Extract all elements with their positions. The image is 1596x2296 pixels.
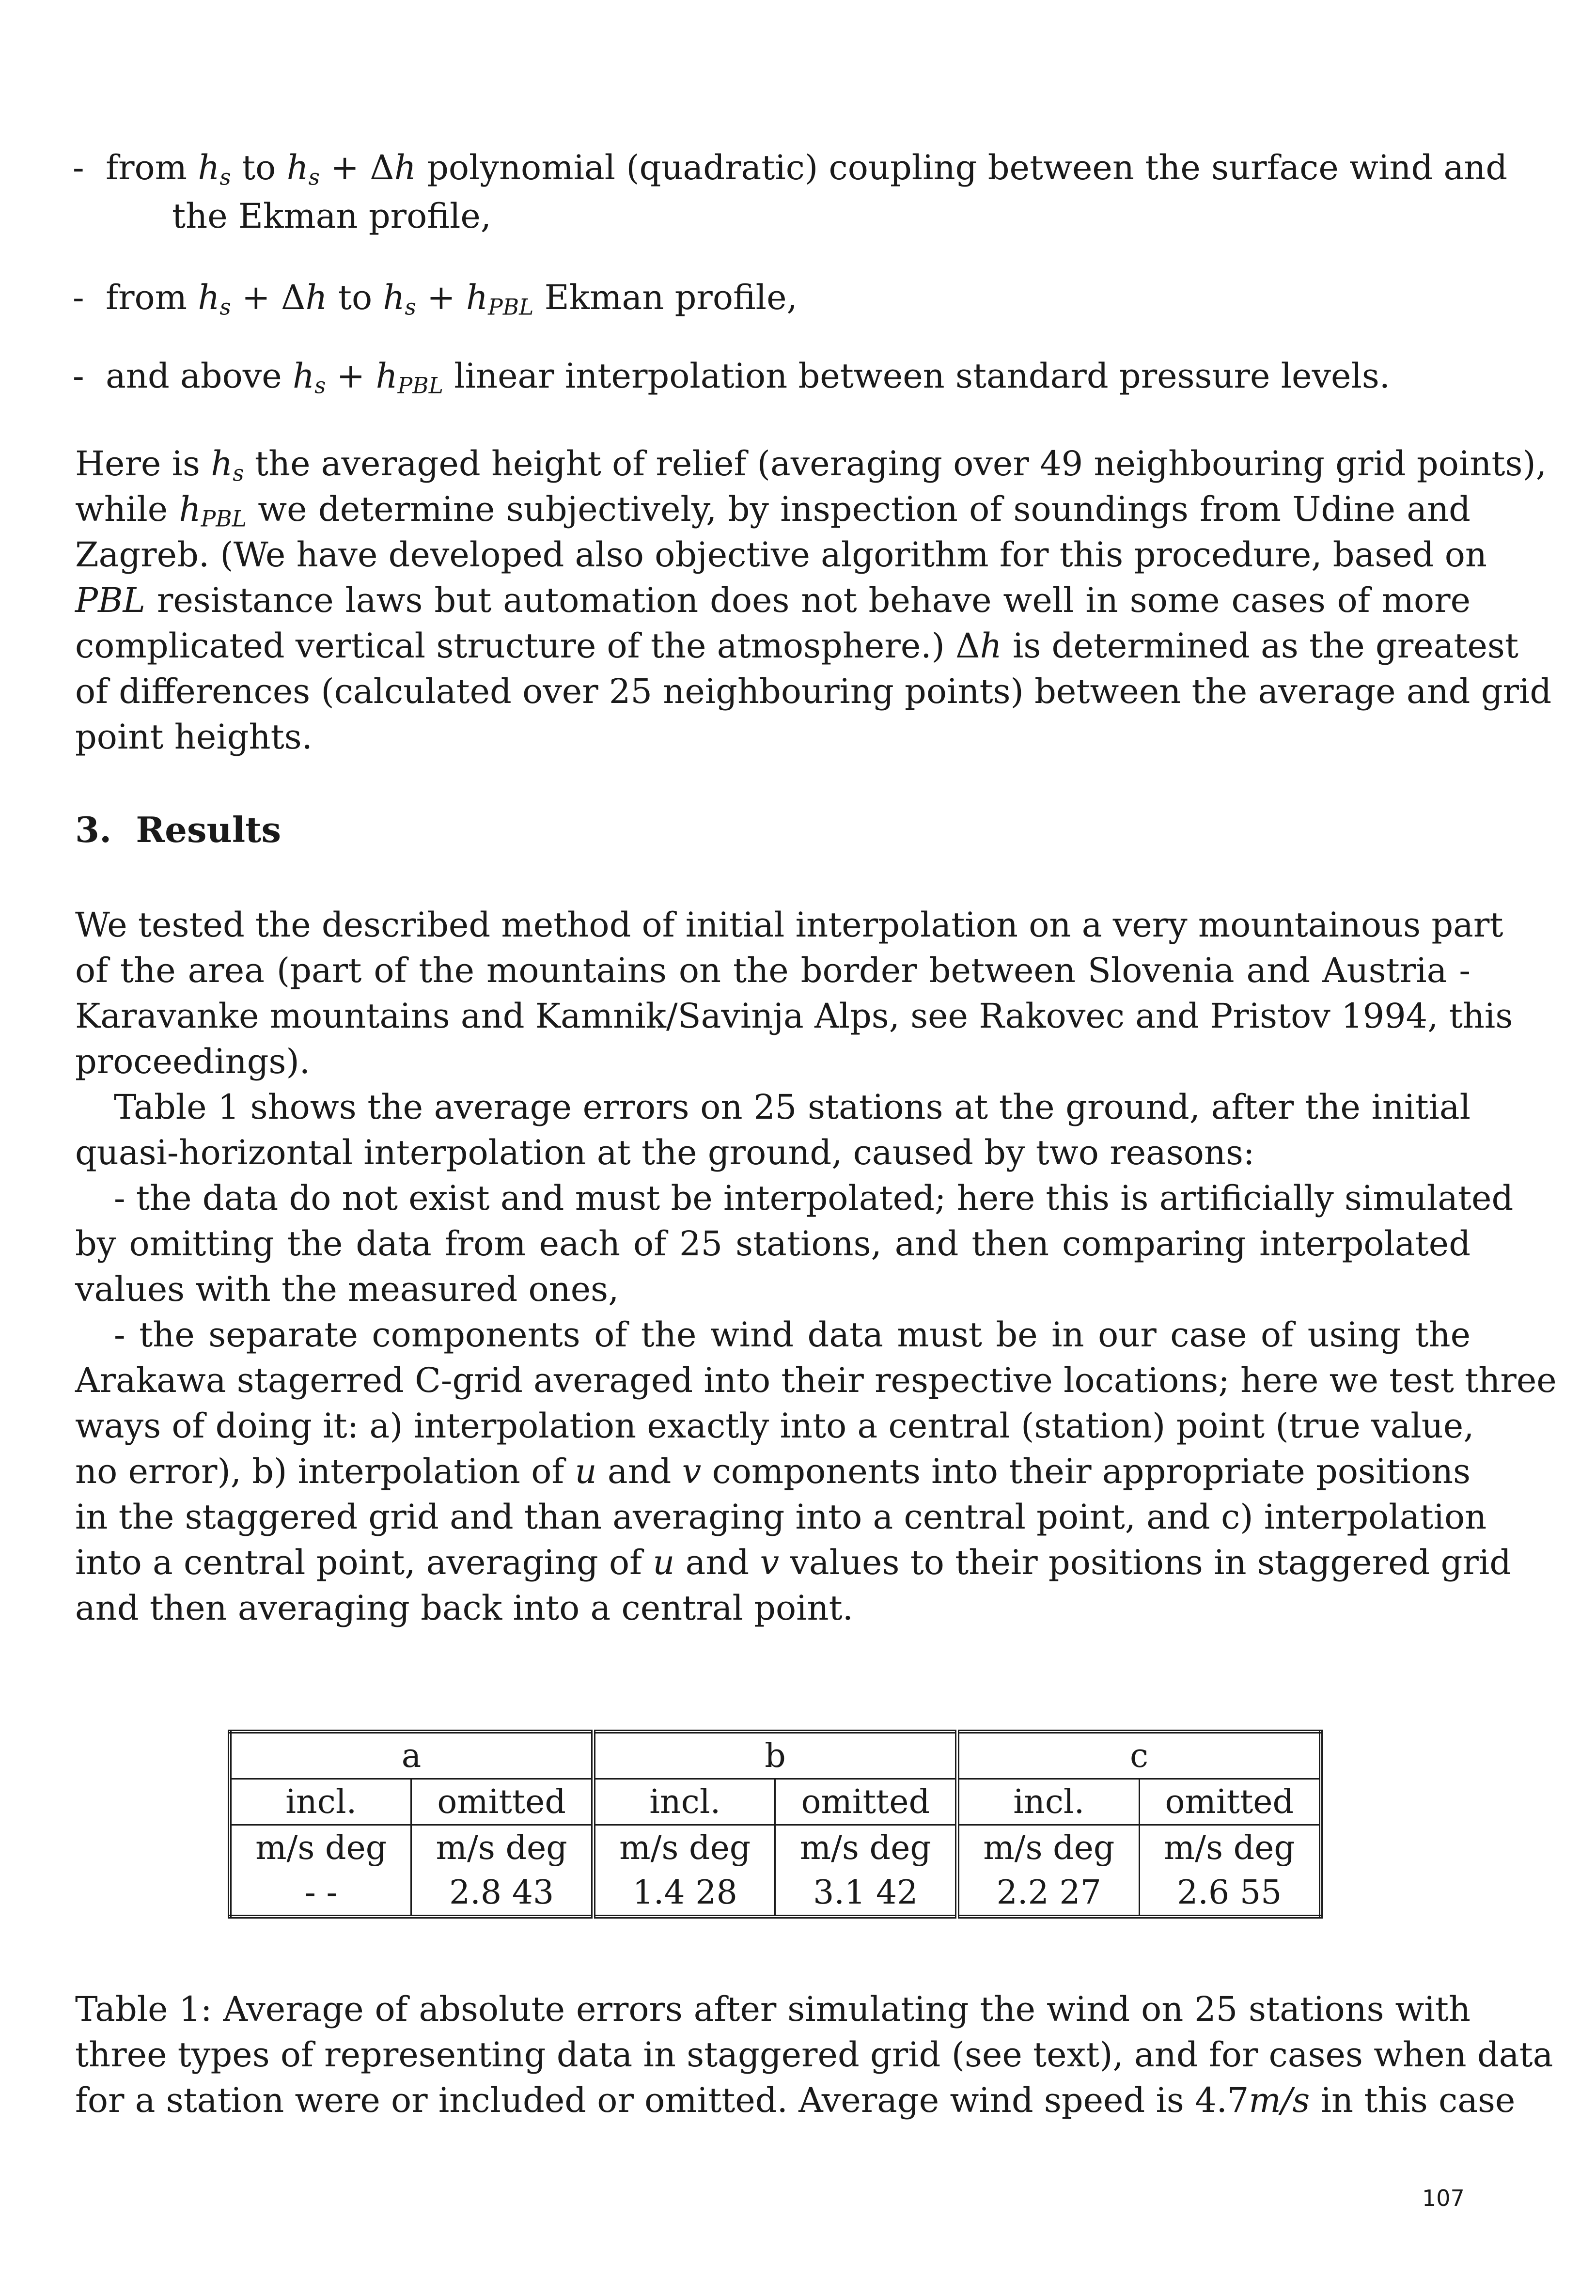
table-unit: m/s deg [957,1825,1140,1871]
table-subheader: incl. [593,1779,775,1825]
section-heading: 3. Results [75,809,281,850]
table-row [230,1779,1321,1825]
table-subheader: incl. [957,1779,1140,1825]
paragraph-relief: Here is $h_s$ the averaged height of relief (averaging over 49 neighbouring grid points), while $h_{PBL}$ we determine subjectively, by inspection of soundings from Udine and Zagreb. (We have developed also objective algorithm for this procedure, based on PBL resistance laws but automation does not behave well in some cases of more complicated vertical structure of the atmosphere.) Δh is determined as the greatest of differences (calculated over 25 neighbouring points) between the average and grid point heights. [75,444,1552,757]
table-value: 3.1 42 [775,1870,957,1917]
paragraph-table-description: Table 1 shows the average errors on 25 stations at the ground, after the initial quasi-horizontal interpolation at the ground, caused by two reasons: - the data do not exist and must be interpolated; here this is artificially simulated by omitting the data from each of 25 stations, and then comparing interpolated values with the measured ones, - the separate components of the wind data must be in our case of using the Arakawa stagerred C-grid averaged into their respective locations; here we test three ways of doing it: a) interpolation exactly into a central (station) point (true value, no error), b) interpolation of u and v components into their appropriate positions in the staggered grid and than averaging into a central point, and c) interpolation into a central point, averaging of u and v values to their positions in staggered grid and then averaging back into a central point. [75,1087,1557,1628]
table-subheader: omitted [411,1779,594,1825]
bullet-3: - and above $h_s + h_{PBL}$ linear interpolation between standard pressure levels. [73,356,1391,399]
table-value: 1.4 28 [593,1870,775,1917]
table-row [230,1825,1321,1871]
table-unit: m/s deg [1139,1825,1321,1871]
table-group-header: a [230,1732,593,1779]
error-table [228,1730,1323,1919]
table-group-header: c [957,1732,1321,1779]
page-number: 107 [1422,2185,1465,2211]
table-unit: m/s deg [775,1825,957,1871]
table-value: 2.2 27 [957,1870,1140,1917]
table-subheader: omitted [1139,1779,1321,1825]
paragraph-test-area: We tested the described method of initial interpolation on a very mountainous part of the area (part of the mountains on the border between Slovenia and Austria - Karavanke mountains and Kamnik/Savinja Alps, see Rakovec and Pristov 1994, this proceedings). [75,905,1513,1081]
table-value: - - [230,1870,411,1917]
table-caption: Table 1: Average of absolute errors after simulating the wind on 25 stations with three types of representing data in staggered grid (see text), and for cases when data for a station were or included or omitted. Average wind speed is 4.7m/s in this case [75,1989,1553,2120]
table-row [230,1870,1321,1917]
table-unit: m/s deg [411,1825,594,1871]
table-unit: m/s deg [230,1825,411,1871]
table-value: 2.6 55 [1139,1870,1321,1917]
bullet-1-continuation: the Ekman profile, [172,196,492,236]
table-value: 2.8 43 [411,1870,594,1917]
table-subheader: omitted [775,1779,957,1825]
table-row [230,1732,1321,1779]
bullet-2: - from $h_s + \Delta h$ to $h_s + h_{PBL}$ Ekman profile, [73,278,798,320]
table-subheader: incl. [230,1779,411,1825]
table-group-header: b [593,1732,957,1779]
table-unit: m/s deg [593,1825,775,1871]
bullet-1: - from $h_s$ to $h_s + \Delta h$ polynomial (quadratic) coupling between the surface wind and [73,148,1508,190]
